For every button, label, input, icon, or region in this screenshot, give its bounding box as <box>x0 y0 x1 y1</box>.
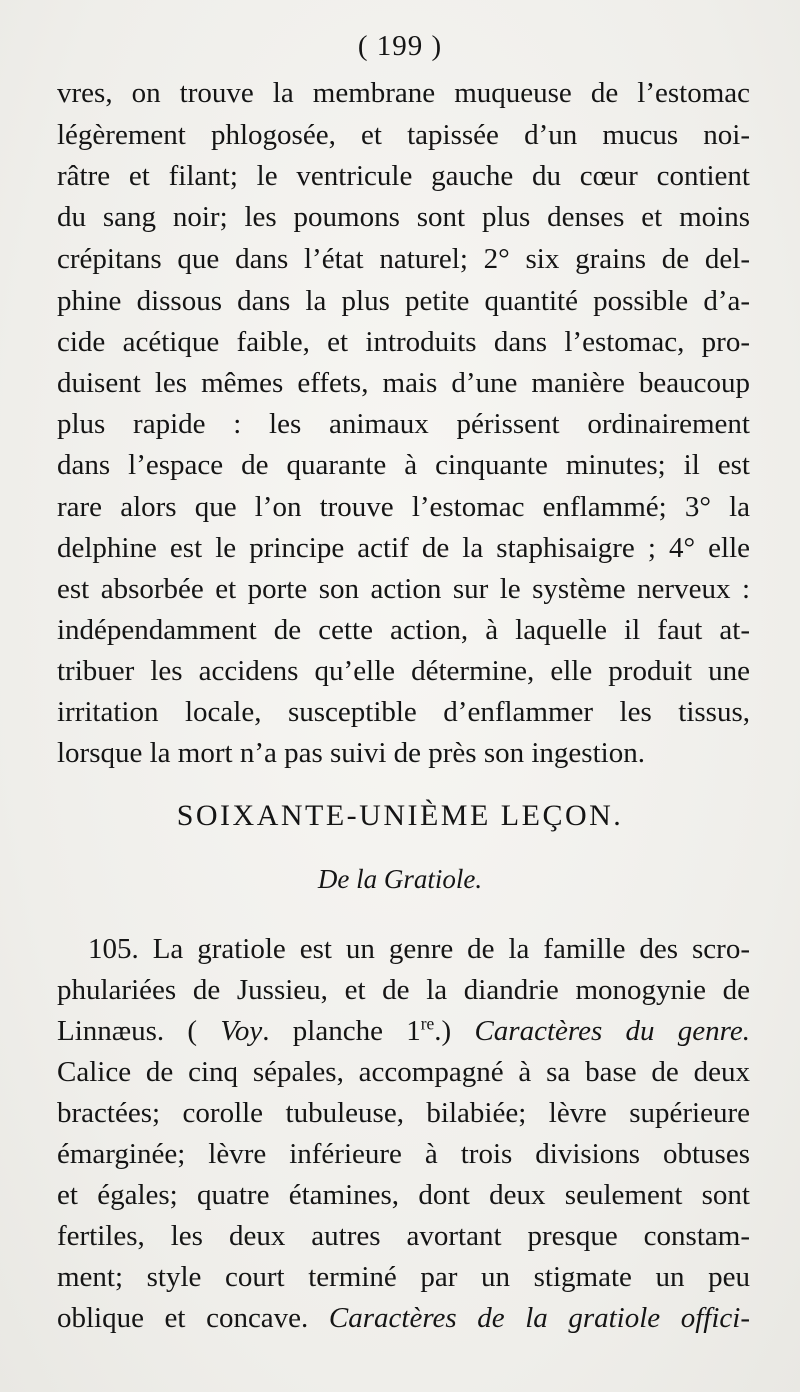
text-line: et égales; quatre étamines, dont deux seulement sont <box>57 1179 750 1211</box>
text-line: plus rapide : les animaux périssent ordinairement <box>57 408 750 440</box>
text-line: est absorbée et porte son action sur le système nerveux : <box>57 573 750 605</box>
text-line: bractées; corolle tubuleuse, bilabiée; lèvre supérieure <box>57 1097 750 1129</box>
text-line: lorsque la mort n’a pas suivi de près son ingestion. <box>57 737 645 769</box>
text-line: phulariées de Jussieu, et de la diandrie monogynie de <box>57 974 750 1006</box>
abbreviation-italic: Voy <box>220 1015 263 1047</box>
text-fragment: . planche 1 <box>262 1015 421 1047</box>
text-line: râtre et filant; le ventricule gauche du cœur contient <box>57 160 750 192</box>
text-line: ment; style court terminé par un stigmate un peu <box>57 1261 750 1293</box>
text-line: émarginée; lèvre inférieure à trois divisions obtuses <box>57 1138 750 1170</box>
text-line: fertiles, les deux autres avortant presque constam- <box>57 1220 750 1252</box>
text-line: Calice de cinq sépales, accompagné à sa base de deux <box>57 1056 750 1088</box>
text-line: crépitans que dans l’état naturel; 2° six grains de del- <box>57 243 750 275</box>
italic-caption: Caractères de la gratiole offici- <box>328 1302 750 1334</box>
text-line: cide acétique faible, et introduits dans l’estomac, pro- <box>57 326 750 358</box>
text-line <box>57 1014 750 1048</box>
italic-caption: Caractères du genre. <box>474 1015 750 1047</box>
text-line: légèrement phlogosée, et tapissée d’un mucus noi- <box>57 119 750 151</box>
text-line: dans l’espace de quarante à cinquante minutes; il est <box>57 449 750 481</box>
text-line: indépendamment de cette action, à laquelle il faut at- <box>57 614 750 646</box>
paragraph-first-line: 105. La gratiole est un genre de la famille des scro- <box>88 933 750 965</box>
page-number: ( 199 ) <box>357 30 443 62</box>
text-line: irritation locale, susceptible d’enflammer les tissus, <box>57 696 750 728</box>
text-line: delphine est le principe actif de la staphisaigre ; 4° elle <box>57 532 750 564</box>
text-line: du sang noir; les poumons sont plus denses et moins <box>57 201 750 233</box>
text-line: vres, on trouve la membrane muqueuse de l’estomac <box>57 77 750 109</box>
section-heading: SOIXANTE-UNIÈME LEÇON. <box>176 799 624 832</box>
text-line: tribuer les accidens qu’elle détermine, elle produit une <box>57 655 750 687</box>
text-fragment: oblique et concave. <box>57 1302 329 1334</box>
text-line: rare alors que l’on trouve l’estomac enflammé; 3° la <box>57 491 750 523</box>
text-line <box>57 1301 750 1335</box>
text-fragment: .) <box>434 1015 475 1047</box>
text-fragment: Linnæus. ( <box>57 1015 221 1047</box>
subheading: De la Gratiole. <box>317 864 483 894</box>
text-line: phine dissous dans la plus petite quantité possible d’a- <box>57 285 750 317</box>
superscript: re <box>420 1014 435 1034</box>
text-line: duisent les mêmes effets, mais d’une manière beaucoup <box>57 367 750 399</box>
